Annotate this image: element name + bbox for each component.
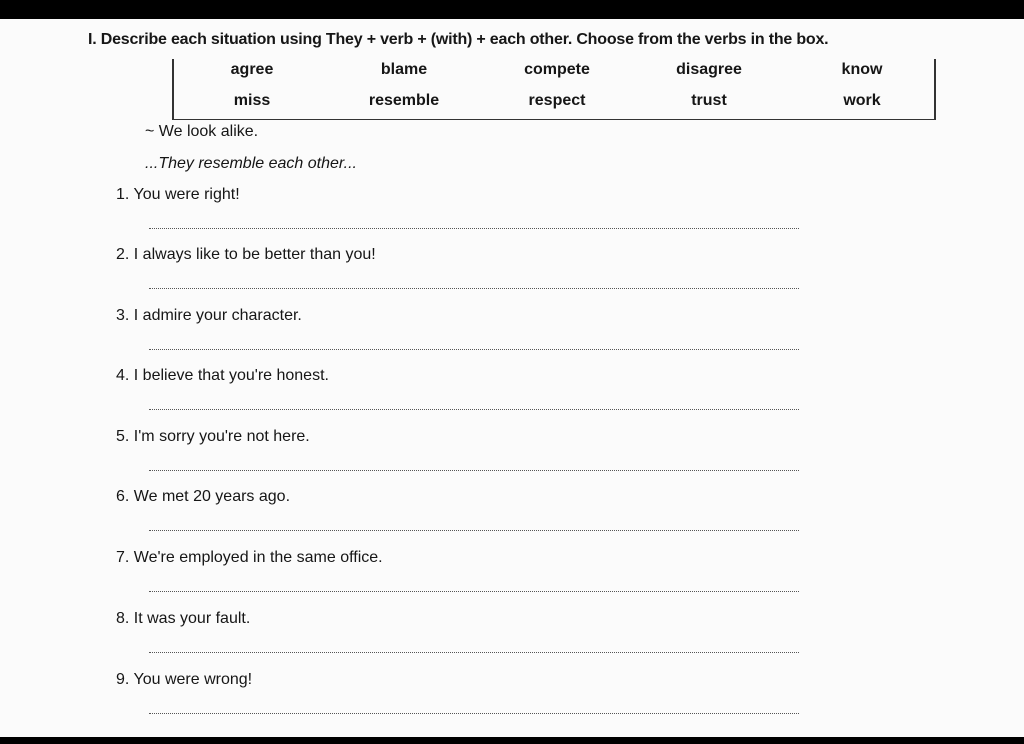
verb-word: miss bbox=[233, 92, 271, 109]
answer-line[interactable] bbox=[149, 652, 799, 653]
verb-word: respect bbox=[528, 92, 586, 109]
verb-word: know bbox=[841, 61, 883, 78]
verb-word: work bbox=[843, 92, 881, 109]
item-prompt: 9. You were wrong! bbox=[116, 671, 253, 688]
verb-word: compete bbox=[524, 61, 590, 78]
exercise-item-4 bbox=[116, 367, 816, 427]
frame-bottom-border bbox=[0, 737, 1024, 744]
item-prompt: 8. It was your fault. bbox=[116, 610, 251, 627]
item-prompt: 5. I'm sorry you're not here. bbox=[116, 428, 310, 445]
exercise-item-9 bbox=[116, 671, 816, 731]
verb-row-1 bbox=[174, 61, 934, 85]
exercise-instruction: I. Describe each situation using They + verb + (with) + each other. Choose from the verbs in the box. bbox=[88, 31, 829, 48]
exercise-item-2 bbox=[116, 246, 816, 306]
item-prompt: 6. We met 20 years ago. bbox=[116, 488, 291, 505]
example-answer: ...They resemble each other... bbox=[145, 155, 357, 172]
answer-line[interactable] bbox=[149, 288, 799, 289]
answer-line[interactable] bbox=[149, 470, 799, 471]
item-prompt: 7. We're employed in the same office. bbox=[116, 549, 383, 566]
exercise-item-3 bbox=[116, 307, 816, 367]
worksheet-page bbox=[0, 19, 1024, 737]
answer-line[interactable] bbox=[149, 713, 799, 714]
answer-line[interactable] bbox=[149, 530, 799, 531]
answer-line[interactable] bbox=[149, 228, 799, 229]
verb-word: trust bbox=[691, 92, 727, 109]
exercise-item-6 bbox=[116, 488, 816, 548]
item-prompt: 4. I believe that you're honest. bbox=[116, 367, 329, 384]
verb-box bbox=[172, 59, 936, 120]
exercise-item-7 bbox=[116, 549, 816, 609]
verb-word: blame bbox=[380, 61, 428, 78]
item-prompt: 1. You were right! bbox=[116, 186, 240, 203]
answer-line[interactable] bbox=[149, 349, 799, 350]
item-prompt: 3. I admire your character. bbox=[116, 307, 302, 324]
answer-line[interactable] bbox=[149, 409, 799, 410]
exercise-item-8 bbox=[116, 610, 816, 670]
verb-row-2 bbox=[174, 92, 934, 116]
answer-line[interactable] bbox=[149, 591, 799, 592]
example-cue: ~ We look alike. bbox=[145, 123, 259, 140]
verb-word: resemble bbox=[368, 92, 440, 109]
exercise-item-5 bbox=[116, 428, 816, 488]
item-prompt: 2. I always like to be better than you! bbox=[116, 246, 376, 263]
verb-word: agree bbox=[230, 61, 274, 78]
exercise-item-1 bbox=[116, 186, 816, 246]
verb-word: disagree bbox=[676, 61, 742, 78]
